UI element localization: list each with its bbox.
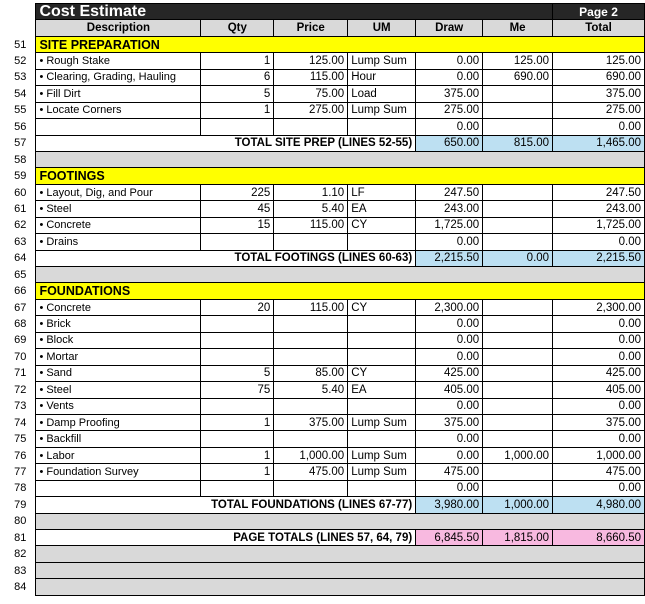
item-unit — [348, 431, 416, 447]
blank-row — [5, 562, 645, 578]
item-qty: 15 — [201, 217, 274, 233]
line-number: 81 — [5, 530, 36, 546]
item-total: 375.00 — [553, 86, 645, 102]
item-total: 690.00 — [553, 69, 645, 85]
item-draw: 0.00 — [416, 234, 483, 250]
line-number: 61 — [5, 201, 36, 217]
line-number: 54 — [5, 86, 36, 102]
item-draw: 0.00 — [416, 447, 483, 463]
item-me — [483, 102, 553, 118]
blank-row — [5, 513, 645, 529]
line-number: 53 — [5, 69, 36, 85]
item-qty: 20 — [201, 299, 274, 315]
item-draw: 0.00 — [416, 480, 483, 496]
item-qty: 1 — [201, 53, 274, 69]
item-me: 690.00 — [483, 69, 553, 85]
line-item-row — [5, 69, 645, 85]
item-unit: EA — [348, 382, 416, 398]
item-description: • Brick — [36, 316, 201, 332]
line-number: 66 — [5, 283, 36, 299]
item-draw: 2,300.00 — [416, 299, 483, 315]
item-qty: 1 — [201, 464, 274, 480]
line-number: 68 — [5, 316, 36, 332]
cost-estimate-sheet — [5, 3, 645, 596]
title-row — [5, 4, 645, 20]
line-number: 64 — [5, 250, 36, 266]
total-draw: 3,980.00 — [416, 497, 483, 513]
item-total: 0.00 — [553, 431, 645, 447]
line-number: 55 — [5, 102, 36, 118]
item-total: 0.00 — [553, 119, 645, 135]
item-unit: Lump Sum — [348, 53, 416, 69]
item-qty — [201, 119, 274, 135]
item-description: • Labor — [36, 447, 201, 463]
column-header-draw: Draw — [416, 20, 483, 36]
line-item-row — [5, 217, 645, 233]
item-me — [483, 464, 553, 480]
item-total: 0.00 — [553, 332, 645, 348]
item-qty — [201, 332, 274, 348]
item-total: 405.00 — [553, 382, 645, 398]
item-total: 0.00 — [553, 398, 645, 414]
line-number: 60 — [5, 184, 36, 200]
item-me — [483, 382, 553, 398]
item-total: 125.00 — [553, 53, 645, 69]
total-label: TOTAL FOOTINGS (LINES 60-63) — [36, 250, 416, 266]
blank-cell — [36, 151, 645, 167]
item-draw: 0.00 — [416, 316, 483, 332]
item-description: • Layout, Dig, and Pour — [36, 184, 201, 200]
total-sum: 4,980.00 — [553, 497, 645, 513]
blank-cell — [36, 579, 645, 595]
item-total: 475.00 — [553, 464, 645, 480]
item-price — [274, 332, 348, 348]
column-header-price: Price — [274, 20, 348, 36]
blank-cell — [36, 513, 645, 529]
item-price: 85.00 — [274, 365, 348, 381]
item-qty: 5 — [201, 365, 274, 381]
line-number: 52 — [5, 53, 36, 69]
line-number: 58 — [5, 151, 36, 167]
line-item-row — [5, 480, 645, 496]
item-me — [483, 316, 553, 332]
item-draw: 243.00 — [416, 201, 483, 217]
item-unit — [348, 349, 416, 365]
total-label: TOTAL FOUNDATIONS (LINES 67-77) — [36, 497, 416, 513]
item-me — [483, 365, 553, 381]
item-description: • Steel — [36, 201, 201, 217]
section-title: FOUNDATIONS — [36, 283, 645, 299]
column-header-total: Total — [553, 20, 645, 36]
item-total: 2,300.00 — [553, 299, 645, 315]
item-price: 1,000.00 — [274, 447, 348, 463]
item-qty: 1 — [201, 414, 274, 430]
item-unit: CY — [348, 299, 416, 315]
line-item-row — [5, 184, 645, 200]
column-header-description: Description — [36, 20, 201, 36]
line-number: 73 — [5, 398, 36, 414]
line-item-row — [5, 102, 645, 118]
item-me — [483, 234, 553, 250]
item-qty: 75 — [201, 382, 274, 398]
total-sum: 1,465.00 — [553, 135, 645, 151]
item-draw: 375.00 — [416, 414, 483, 430]
item-me — [483, 332, 553, 348]
item-description: • Drains — [36, 234, 201, 250]
item-draw: 425.00 — [416, 365, 483, 381]
total-me: 1,000.00 — [483, 497, 553, 513]
line-number: 82 — [5, 546, 36, 562]
item-total: 275.00 — [553, 102, 645, 118]
total-me: 1,815.00 — [483, 530, 553, 546]
item-me — [483, 398, 553, 414]
item-description: • Block — [36, 332, 201, 348]
column-header-um: UM — [348, 20, 416, 36]
blank-cell — [36, 267, 645, 283]
total-draw: 650.00 — [416, 135, 483, 151]
line-number: 76 — [5, 447, 36, 463]
line-number-blank — [5, 20, 36, 36]
item-total: 0.00 — [553, 349, 645, 365]
total-sum: 8,660.50 — [553, 530, 645, 546]
line-number: 57 — [5, 135, 36, 151]
item-price: 125.00 — [274, 53, 348, 69]
item-qty: 6 — [201, 69, 274, 85]
item-qty — [201, 480, 274, 496]
item-total: 1,000.00 — [553, 447, 645, 463]
item-draw: 1,725.00 — [416, 217, 483, 233]
item-unit — [348, 316, 416, 332]
item-description: • Locate Corners — [36, 102, 201, 118]
line-item-row — [5, 234, 645, 250]
line-number: 63 — [5, 234, 36, 250]
item-me: 125.00 — [483, 53, 553, 69]
total-row — [5, 497, 645, 513]
item-me — [483, 349, 553, 365]
line-number: 78 — [5, 480, 36, 496]
item-unit — [348, 234, 416, 250]
line-item-row — [5, 332, 645, 348]
blank-row — [5, 267, 645, 283]
item-me — [483, 299, 553, 315]
total-me: 815.00 — [483, 135, 553, 151]
line-item-row — [5, 349, 645, 365]
line-item-row — [5, 299, 645, 315]
section-header-row — [5, 283, 645, 299]
item-qty: 1 — [201, 447, 274, 463]
item-qty: 45 — [201, 201, 274, 217]
item-draw: 0.00 — [416, 69, 483, 85]
item-price: 5.40 — [274, 382, 348, 398]
item-qty — [201, 316, 274, 332]
item-total: 425.00 — [553, 365, 645, 381]
line-number: 70 — [5, 349, 36, 365]
item-unit: Lump Sum — [348, 447, 416, 463]
item-me — [483, 119, 553, 135]
item-draw: 405.00 — [416, 382, 483, 398]
item-unit: Load — [348, 86, 416, 102]
item-draw: 0.00 — [416, 398, 483, 414]
blank-row — [5, 546, 645, 562]
section-title: SITE PREPARATION — [36, 36, 645, 52]
item-unit: LF — [348, 184, 416, 200]
item-qty: 225 — [201, 184, 274, 200]
item-total: 0.00 — [553, 316, 645, 332]
line-number: 59 — [5, 168, 36, 184]
item-me — [483, 431, 553, 447]
item-price: 75.00 — [274, 86, 348, 102]
item-total: 375.00 — [553, 414, 645, 430]
item-description: • Sand — [36, 365, 201, 381]
total-label: TOTAL SITE PREP (LINES 52-55) — [36, 135, 416, 151]
column-header-me: Me — [483, 20, 553, 36]
line-item-row — [5, 316, 645, 332]
line-item-row — [5, 464, 645, 480]
line-number: 71 — [5, 365, 36, 381]
item-me: 1,000.00 — [483, 447, 553, 463]
item-description: • Concrete — [36, 299, 201, 315]
item-price — [274, 316, 348, 332]
total-row — [5, 135, 645, 151]
item-unit — [348, 398, 416, 414]
item-draw: 0.00 — [416, 431, 483, 447]
item-unit — [348, 332, 416, 348]
section-header-row — [5, 168, 645, 184]
item-total: 0.00 — [553, 480, 645, 496]
item-unit: Hour — [348, 69, 416, 85]
item-price — [274, 398, 348, 414]
item-qty — [201, 349, 274, 365]
sheet-title: Cost Estimate — [36, 4, 553, 20]
section-header-row — [5, 36, 645, 52]
line-item-row — [5, 414, 645, 430]
total-sum: 2,215.50 — [553, 250, 645, 266]
line-number-blank — [5, 4, 36, 20]
item-qty — [201, 234, 274, 250]
item-total: 247.50 — [553, 184, 645, 200]
total-me: 0.00 — [483, 250, 553, 266]
line-number: 80 — [5, 513, 36, 529]
item-price: 115.00 — [274, 217, 348, 233]
total-draw: 6,845.50 — [416, 530, 483, 546]
item-price: 275.00 — [274, 102, 348, 118]
item-price — [274, 119, 348, 135]
line-item-row — [5, 53, 645, 69]
line-number: 62 — [5, 217, 36, 233]
line-item-row — [5, 365, 645, 381]
item-draw: 0.00 — [416, 332, 483, 348]
item-price — [274, 480, 348, 496]
item-price — [274, 349, 348, 365]
line-item-row — [5, 447, 645, 463]
item-qty — [201, 398, 274, 414]
line-number: 67 — [5, 299, 36, 315]
item-price: 475.00 — [274, 464, 348, 480]
item-price: 115.00 — [274, 69, 348, 85]
blank-cell — [36, 562, 645, 578]
blank-row — [5, 151, 645, 167]
item-unit: Lump Sum — [348, 414, 416, 430]
line-item-row — [5, 431, 645, 447]
item-description: • Steel — [36, 382, 201, 398]
item-unit: Lump Sum — [348, 464, 416, 480]
item-price: 375.00 — [274, 414, 348, 430]
item-qty: 5 — [201, 86, 274, 102]
item-me — [483, 201, 553, 217]
item-description: • Concrete — [36, 217, 201, 233]
page-label: Page 2 — [553, 4, 645, 20]
line-number: 65 — [5, 267, 36, 283]
item-me — [483, 217, 553, 233]
line-number: 56 — [5, 119, 36, 135]
item-price: 1.10 — [274, 184, 348, 200]
item-unit — [348, 480, 416, 496]
item-me — [483, 414, 553, 430]
item-draw: 247.50 — [416, 184, 483, 200]
item-draw: 0.00 — [416, 119, 483, 135]
section-title: FOOTINGS — [36, 168, 645, 184]
total-label: PAGE TOTALS (LINES 57, 64, 79) — [36, 530, 416, 546]
item-description: • Foundation Survey — [36, 464, 201, 480]
item-draw: 0.00 — [416, 349, 483, 365]
line-number: 83 — [5, 562, 36, 578]
item-description: • Clearing, Grading, Hauling — [36, 69, 201, 85]
item-me — [483, 86, 553, 102]
total-draw: 2,215.50 — [416, 250, 483, 266]
item-unit: Lump Sum — [348, 102, 416, 118]
item-draw: 275.00 — [416, 102, 483, 118]
blank-cell — [36, 546, 645, 562]
line-number: 84 — [5, 579, 36, 595]
item-me — [483, 480, 553, 496]
blank-row — [5, 579, 645, 595]
item-total: 243.00 — [553, 201, 645, 217]
item-draw: 0.00 — [416, 53, 483, 69]
item-draw: 475.00 — [416, 464, 483, 480]
item-description — [36, 119, 201, 135]
total-row — [5, 250, 645, 266]
item-price: 115.00 — [274, 299, 348, 315]
line-number: 79 — [5, 497, 36, 513]
line-number: 72 — [5, 382, 36, 398]
item-me — [483, 184, 553, 200]
item-description: • Damp Proofing — [36, 414, 201, 430]
item-description: • Backfill — [36, 431, 201, 447]
line-item-row — [5, 201, 645, 217]
item-total: 0.00 — [553, 234, 645, 250]
line-number: 69 — [5, 332, 36, 348]
item-description: • Rough Stake — [36, 53, 201, 69]
line-item-row — [5, 398, 645, 414]
item-description: • Mortar — [36, 349, 201, 365]
line-item-row — [5, 382, 645, 398]
line-number: 51 — [5, 36, 36, 52]
total-row — [5, 530, 645, 546]
item-qty: 1 — [201, 102, 274, 118]
item-unit: CY — [348, 365, 416, 381]
item-description: • Vents — [36, 398, 201, 414]
line-item-row — [5, 86, 645, 102]
line-number: 75 — [5, 431, 36, 447]
column-header-qty: Qty — [201, 20, 274, 36]
item-unit: CY — [348, 217, 416, 233]
item-unit: EA — [348, 201, 416, 217]
item-description — [36, 480, 201, 496]
item-draw: 375.00 — [416, 86, 483, 102]
line-item-row — [5, 119, 645, 135]
item-price — [274, 431, 348, 447]
item-total: 1,725.00 — [553, 217, 645, 233]
column-header-row — [5, 20, 645, 36]
line-number: 77 — [5, 464, 36, 480]
item-unit — [348, 119, 416, 135]
item-qty — [201, 431, 274, 447]
line-number: 74 — [5, 414, 36, 430]
item-description: • Fill Dirt — [36, 86, 201, 102]
item-price: 5.40 — [274, 201, 348, 217]
item-price — [274, 234, 348, 250]
